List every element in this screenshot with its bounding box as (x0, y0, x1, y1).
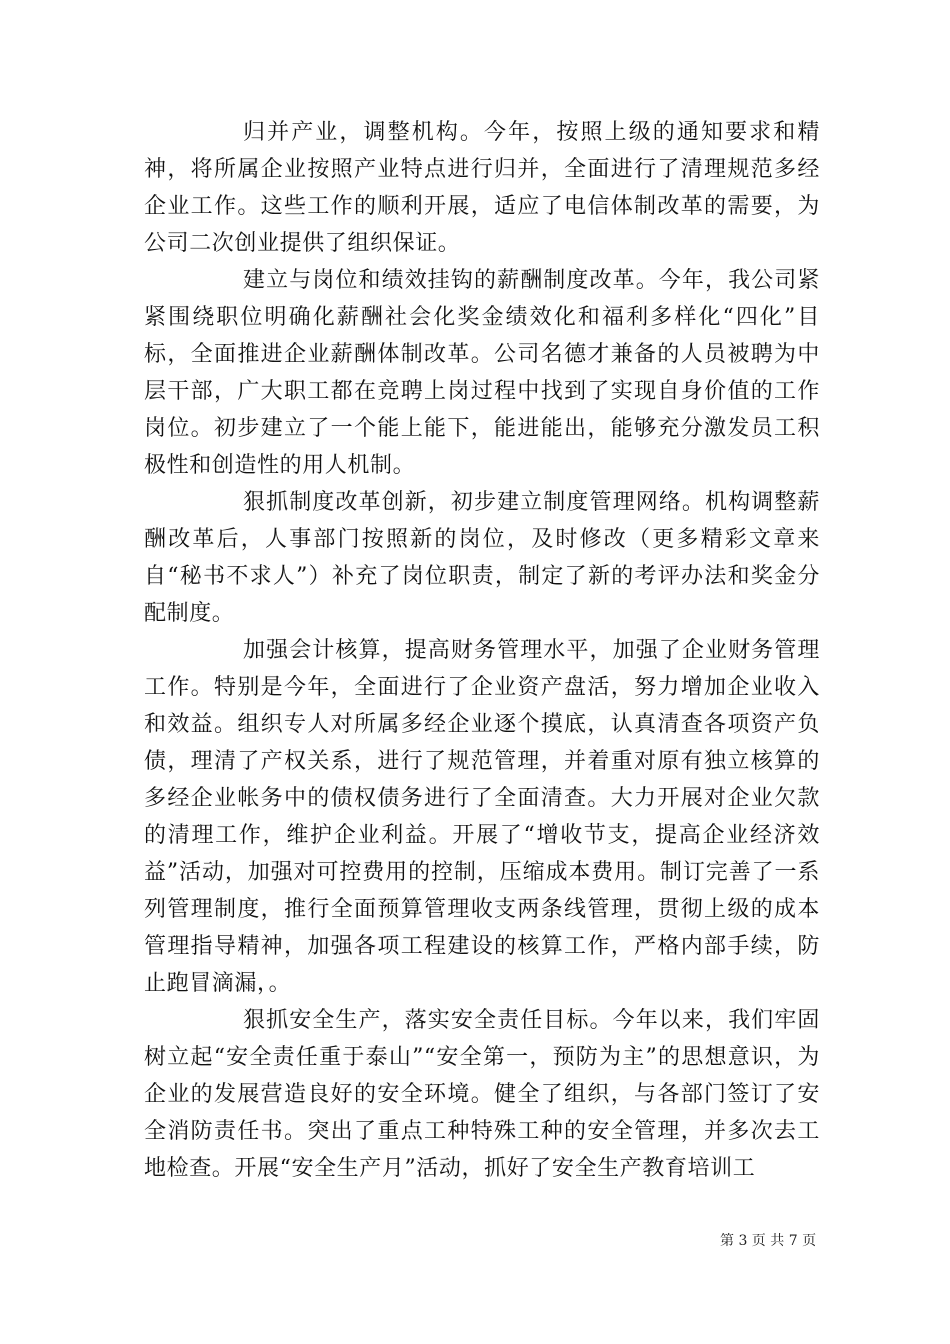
paragraph-salary-reform: 建立与岗位和绩效挂钩的薪酬制度改革。今年，我公司紧紧围绕职位明确化薪酬社会化奖金绩效化和福利多样化“四化”目标，全面推进企业薪酬体制改革。公司名德才兼备的人员被聘为中层干部，广大职工都在竞聘上岗过程中找到了实现自身价值的工作岗位。初步建立了一个能上能下，能进能出，能够充分激发员工积极性和创造性的用人机制。 (144, 268, 820, 478)
page-number-footer: 第 3 页 共 7 页 (720, 1233, 817, 1249)
paragraph-system-reform: 狠抓制度改革创新，初步建立制度管理网络。机构调整薪酬改革后，人事部门按照新的岗位，及时修改（更多精彩文章来自“秘书不求人”）补充了岗位职责，制定了新的考评办法和奖金分配制度。 (144, 490, 820, 626)
paragraph-accounting: 加强会计核算，提高财务管理水平，加强了企业财务管理工作。特别是今年，全面进行了企业资产盘活，努力增加企业收入和效益。组织专人对所属多经企业逐个摸底，认真清查各项资产负债，理清了产权关系，进行了规范管理，并着重对原有独立核算的多经企业帐务中的债权债务进行了全面清查。大力开展对企业欠款的清理工作，维护企业利益。开展了“增收节支，提高企业经济效益”活动，加强对可控费用的控制，压缩成本费用。制订完善了一系列管理制度，推行全面预算管理收支两条线管理，贯彻上级的成本管理指导精神，加强各项工程建设的核算工作，严格内部手续，防止跑冒滴漏，。 (144, 638, 820, 996)
paragraph-restructuring: 归并产业，调整机构。今年，按照上级的通知要求和精神，将所属企业按照产业特点进行归并，全面进行了清理规范多经企业工作。这些工作的顺利开展，适应了电信体制改革的需要，为公司二次创业提供了组织保证。 (144, 120, 820, 256)
document-body (144, 114, 820, 1187)
paragraph-safety: 狠抓安全生产，落实安全责任目标。今年以来，我们牢固树立起“安全责任重于泰山”“安全第一，预防为主”的思想意识，为企业的发展营造良好的安全环境。健全了组织，与各部门签订了安全消防责任书。突出了重点工种特殊工种的安全管理，并多次去工地检查。开展“安全生产月”活动，抓好了安全生产教育培训工 (144, 1008, 820, 1181)
